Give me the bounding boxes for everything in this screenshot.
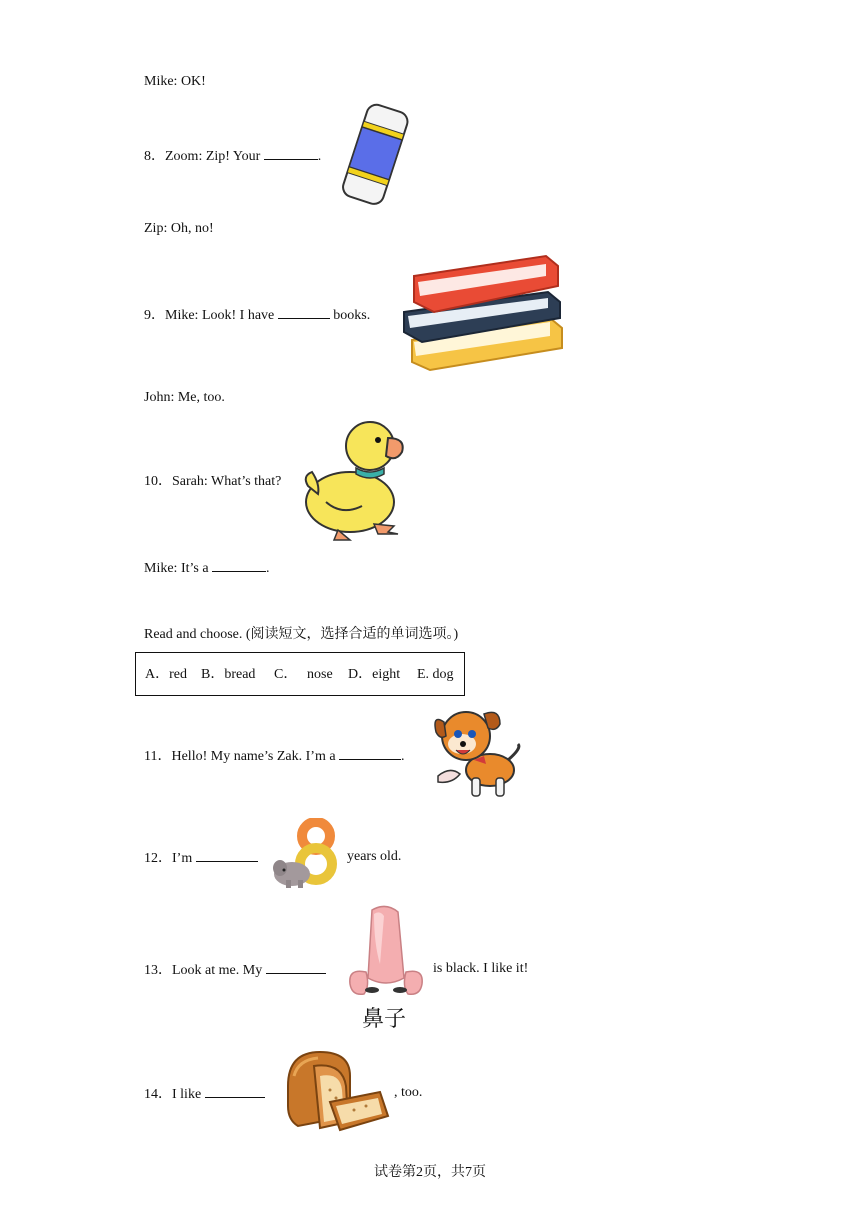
punctuation: . — [401, 749, 405, 764]
question-number: 14． — [144, 1087, 172, 1102]
answer-blank[interactable] — [278, 305, 330, 319]
option-e: E. dog — [417, 667, 454, 682]
question-text: Zoom: Zip! Your — [165, 149, 261, 164]
question-text: Look at me. My — [172, 963, 263, 978]
answer-blank[interactable] — [212, 558, 266, 572]
dialogue-line: Zip: Oh, no! — [144, 221, 214, 236]
dialogue-line: John: Me, too. — [144, 390, 225, 405]
option-c: C． — [274, 667, 298, 682]
question-tail: , too. — [394, 1085, 423, 1100]
books-icon — [400, 252, 568, 374]
punctuation: . — [266, 561, 270, 576]
answer-blank[interactable] — [264, 146, 318, 160]
bread-icon — [284, 1046, 392, 1138]
page-footer: 试卷第2页，共7页 — [374, 1165, 486, 1180]
question-10 — [144, 473, 281, 491]
dialogue-line: Mike: OK! — [144, 74, 206, 89]
option-a: A．red — [145, 667, 187, 682]
number-eight-icon — [270, 818, 342, 890]
question-text: I like — [172, 1087, 202, 1102]
dog-icon — [430, 704, 524, 802]
answer-blank[interactable] — [205, 1084, 265, 1098]
question-11 — [144, 746, 405, 766]
question-12 — [144, 848, 258, 868]
question-13 — [144, 960, 326, 980]
question-text: Mike: It’s a — [144, 561, 209, 576]
options-box — [135, 652, 465, 696]
question-number: 8． — [144, 149, 165, 164]
answer-blank[interactable] — [339, 746, 401, 760]
option-d: D．eight — [348, 667, 401, 682]
question-number: 11． — [144, 749, 172, 764]
option-c-word: nose — [307, 667, 333, 682]
question-tail: years old. — [347, 849, 402, 864]
question-number: 10． — [144, 474, 172, 489]
question-9 — [144, 305, 370, 325]
dialogue-line — [144, 558, 270, 578]
question-text: I’m — [172, 851, 193, 866]
question-tail: is black. I like it! — [433, 961, 529, 976]
question-8 — [144, 146, 321, 166]
question-14 — [144, 1084, 265, 1104]
nose-caption: 鼻子 — [362, 1007, 407, 1032]
question-number: 12． — [144, 851, 172, 866]
answer-blank[interactable] — [266, 960, 326, 974]
question-tail: books. — [333, 308, 371, 323]
duck-icon — [298, 416, 410, 546]
section-title: Read and choose. (阅读短文，选择合适的单词选项。) — [144, 627, 459, 642]
question-text: Hello! My name’s Zak. I’m a — [171, 749, 336, 764]
question-text: Sarah: What’s that? — [172, 474, 282, 489]
option-b: B．bread — [201, 667, 256, 682]
question-text: Mike: Look! I have — [165, 308, 275, 323]
punctuation: . — [317, 149, 322, 164]
eraser-icon — [334, 100, 414, 210]
nose-icon — [344, 904, 428, 1000]
question-number: 9． — [144, 308, 165, 323]
question-number: 13． — [144, 963, 172, 978]
answer-blank[interactable] — [196, 848, 258, 862]
